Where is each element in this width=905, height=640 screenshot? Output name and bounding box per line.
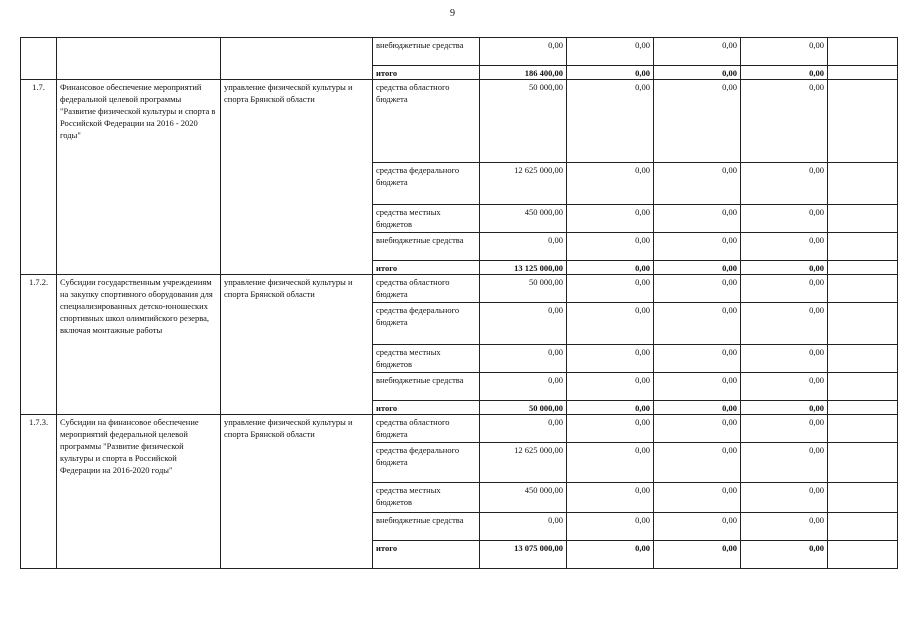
amount-cell: 0,00 — [741, 345, 828, 373]
amount-cell: 0,00 — [480, 415, 567, 443]
amount-cell: 0,00 — [567, 261, 654, 275]
amount-cell: 0,00 — [654, 513, 741, 541]
amount-cell: 0,00 — [480, 303, 567, 345]
empty-cell — [828, 233, 898, 261]
funding-source-cell: средства местных бюджетов — [373, 483, 480, 513]
executor-cell: управление физической культуры и спорта Брянской области — [221, 415, 373, 569]
amount-cell: 0,00 — [741, 513, 828, 541]
funding-source-cell: средства областного бюджета — [373, 80, 480, 163]
amount-cell: 0,00 — [741, 541, 828, 569]
empty-cell — [828, 163, 898, 205]
funding-source-cell: средства областного бюджета — [373, 415, 480, 443]
amount-cell: 0,00 — [741, 373, 828, 401]
funding-source-cell: итого — [373, 261, 480, 275]
empty-cell — [828, 261, 898, 275]
empty-cell — [828, 275, 898, 303]
funding-source-cell: внебюджетные средства — [373, 513, 480, 541]
amount-cell: 0,00 — [654, 345, 741, 373]
amount-cell: 0,00 — [741, 66, 828, 80]
budget-table — [20, 37, 898, 569]
executor-cell — [221, 38, 373, 80]
funding-source-cell: итого — [373, 401, 480, 415]
amount-cell: 50 000,00 — [480, 401, 567, 415]
empty-cell — [828, 541, 898, 569]
amount-cell: 0,00 — [654, 80, 741, 163]
funding-source-cell: средства федерального бюджета — [373, 303, 480, 345]
amount-cell: 0,00 — [567, 80, 654, 163]
empty-cell — [828, 66, 898, 80]
amount-cell: 0,00 — [567, 303, 654, 345]
amount-cell: 0,00 — [480, 513, 567, 541]
amount-cell: 0,00 — [741, 401, 828, 415]
amount-cell: 0,00 — [741, 303, 828, 345]
empty-cell — [828, 443, 898, 483]
item-title-cell: Субсидии государственным учреждениям на закупку спортивного оборудования для специализированных детско-юношеских спортивных школ олимпийского резерва, включая монтажные работы — [57, 275, 221, 415]
funding-source-cell: средства местных бюджетов — [373, 205, 480, 233]
empty-cell — [828, 483, 898, 513]
amount-cell: 0,00 — [567, 205, 654, 233]
table-row — [21, 415, 898, 443]
item-title-cell: Субсидии на финансовое обеспечение мероприятий федеральной целевой программы "Развитие физической культуры и спорта в Российской Федерации на 2016-2020 годы" — [57, 415, 221, 569]
amount-cell: 12 625 000,00 — [480, 443, 567, 483]
amount-cell: 0,00 — [741, 163, 828, 205]
funding-source-cell: средства местных бюджетов — [373, 345, 480, 373]
empty-cell — [828, 303, 898, 345]
amount-cell: 0,00 — [567, 373, 654, 401]
amount-cell: 0,00 — [567, 541, 654, 569]
amount-cell: 0,00 — [741, 205, 828, 233]
amount-cell: 13 075 000,00 — [480, 541, 567, 569]
amount-cell: 0,00 — [654, 205, 741, 233]
table-row — [21, 275, 898, 303]
amount-cell: 0,00 — [480, 373, 567, 401]
empty-cell — [828, 205, 898, 233]
executor-cell: управление физической культуры и спорта Брянской области — [221, 275, 373, 415]
amount-cell: 0,00 — [567, 233, 654, 261]
amount-cell: 0,00 — [654, 261, 741, 275]
amount-cell: 0,00 — [654, 373, 741, 401]
amount-cell: 0,00 — [567, 513, 654, 541]
amount-cell: 186 400,00 — [480, 66, 567, 80]
amount-cell: 0,00 — [654, 483, 741, 513]
empty-cell — [828, 38, 898, 66]
funding-source-cell: итого — [373, 541, 480, 569]
amount-cell: 0,00 — [567, 163, 654, 205]
amount-cell: 0,00 — [654, 415, 741, 443]
amount-cell: 0,00 — [567, 275, 654, 303]
amount-cell: 0,00 — [654, 275, 741, 303]
funding-source-cell: итого — [373, 66, 480, 80]
amount-cell: 0,00 — [480, 345, 567, 373]
amount-cell: 0,00 — [567, 401, 654, 415]
amount-cell: 13 125 000,00 — [480, 261, 567, 275]
empty-cell — [828, 80, 898, 163]
amount-cell: 0,00 — [654, 443, 741, 483]
amount-cell: 0,00 — [567, 345, 654, 373]
page-number: 9 — [450, 8, 455, 19]
empty-cell — [828, 513, 898, 541]
amount-cell: 0,00 — [567, 66, 654, 80]
amount-cell: 0,00 — [741, 80, 828, 163]
amount-cell: 450 000,00 — [480, 483, 567, 513]
amount-cell: 0,00 — [654, 38, 741, 66]
empty-cell — [828, 345, 898, 373]
empty-cell — [828, 401, 898, 415]
amount-cell: 0,00 — [654, 401, 741, 415]
item-code-cell: 1.7.3. — [21, 415, 57, 569]
amount-cell: 0,00 — [567, 443, 654, 483]
item-code-cell — [21, 38, 57, 80]
amount-cell: 0,00 — [741, 483, 828, 513]
amount-cell: 0,00 — [567, 483, 654, 513]
amount-cell: 0,00 — [741, 38, 828, 66]
amount-cell: 50 000,00 — [480, 80, 567, 163]
funding-source-cell: средства федерального бюджета — [373, 163, 480, 205]
amount-cell: 0,00 — [654, 541, 741, 569]
funding-source-cell: средства федерального бюджета — [373, 443, 480, 483]
item-code-cell: 1.7. — [21, 80, 57, 275]
amount-cell: 0,00 — [567, 38, 654, 66]
empty-cell — [828, 373, 898, 401]
funding-source-cell: внебюджетные средства — [373, 38, 480, 66]
amount-cell: 12 625 000,00 — [480, 163, 567, 205]
amount-cell: 0,00 — [480, 233, 567, 261]
budget-table-body — [21, 38, 898, 569]
amount-cell: 0,00 — [741, 443, 828, 483]
amount-cell: 450 000,00 — [480, 205, 567, 233]
amount-cell: 0,00 — [567, 415, 654, 443]
amount-cell: 0,00 — [741, 415, 828, 443]
funding-source-cell: внебюджетные средства — [373, 373, 480, 401]
executor-cell: управление физической культуры и спорта Брянской области — [221, 80, 373, 275]
amount-cell: 0,00 — [654, 233, 741, 261]
amount-cell: 0,00 — [654, 303, 741, 345]
amount-cell: 0,00 — [480, 38, 567, 66]
amount-cell: 0,00 — [741, 261, 828, 275]
empty-cell — [828, 415, 898, 443]
amount-cell: 0,00 — [654, 66, 741, 80]
item-title-cell: Финансовое обеспечение мероприятий федеральной целевой программы "Развитие физической культуры и спорта в Российской Федерации на 2016 - 2020 годы" — [57, 80, 221, 275]
amount-cell: 0,00 — [741, 233, 828, 261]
item-code-cell: 1.7.2. — [21, 275, 57, 415]
funding-source-cell: средства областного бюджета — [373, 275, 480, 303]
table-row — [21, 80, 898, 163]
amount-cell: 0,00 — [654, 163, 741, 205]
funding-source-cell: внебюджетные средства — [373, 233, 480, 261]
amount-cell: 0,00 — [741, 275, 828, 303]
item-title-cell — [57, 38, 221, 80]
amount-cell: 50 000,00 — [480, 275, 567, 303]
table-row — [21, 38, 898, 66]
